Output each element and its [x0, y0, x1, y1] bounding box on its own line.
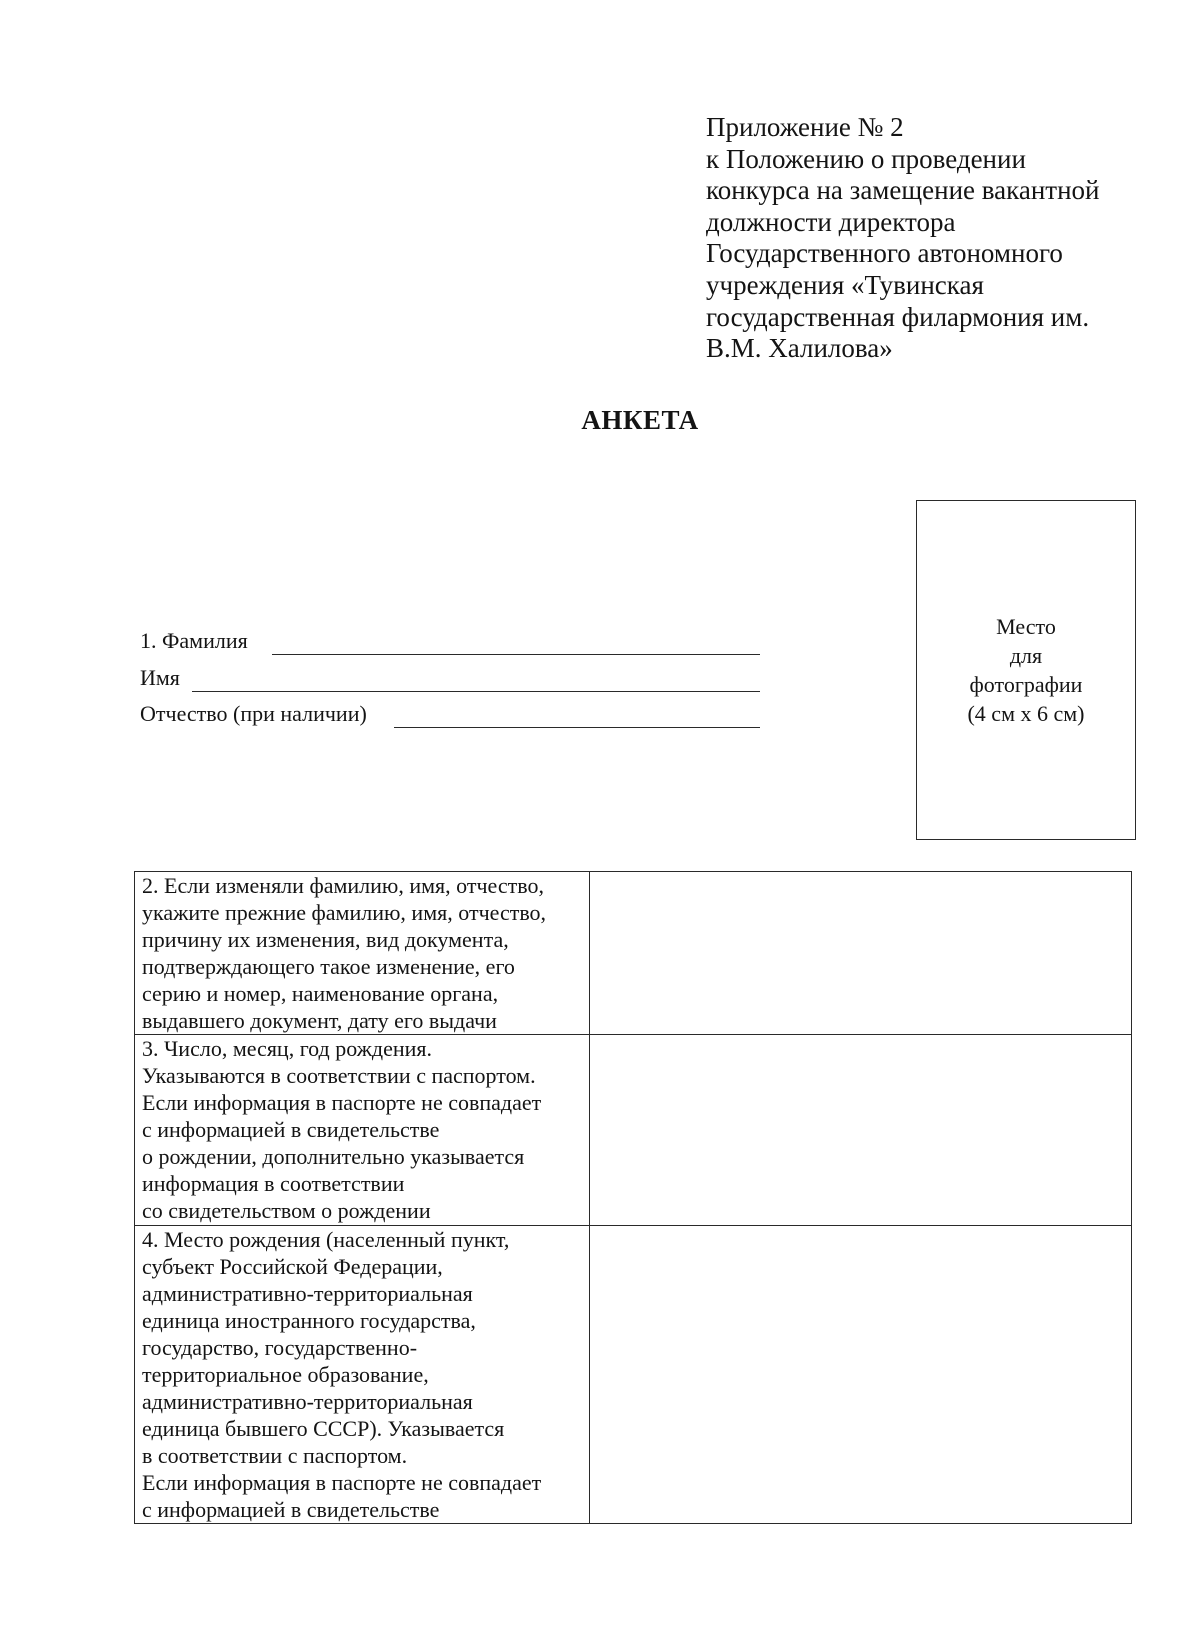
question-text-line: с информацией в свидетельстве [142, 1117, 440, 1142]
appendix-line: должности директора [706, 206, 956, 237]
surname-input-line[interactable] [272, 654, 760, 655]
question-text-line: информация в соответствии [142, 1171, 405, 1196]
photo-caption-line: фотографии [969, 672, 1083, 697]
answer-cell[interactable] [590, 1226, 1132, 1524]
answer-cell[interactable] [590, 1035, 1132, 1226]
appendix-line: В.М. Халилова» [706, 333, 893, 364]
table-row [135, 872, 1132, 1035]
patronymic-label: Отчество (при наличии) [140, 701, 367, 726]
photo-caption-line: Место [996, 614, 1056, 639]
photo-placeholder [916, 500, 1136, 840]
question-text-line: единица иностранного государства, [142, 1308, 476, 1333]
appendix-line: Приложение № 2 [706, 112, 904, 142]
question-text-line: причину их изменения, вид документа, [142, 927, 509, 952]
surname-label: 1. Фамилия [140, 628, 248, 653]
question-text-line: Если информация в паспорте не совпадает [142, 1470, 542, 1495]
photo-caption-line: (4 см х 6 см) [967, 701, 1085, 726]
table-row [135, 1035, 1132, 1226]
question-text-line: государство, государственно- [142, 1335, 418, 1360]
patronymic-input-line[interactable] [394, 727, 760, 728]
photo-caption-line: для [1009, 643, 1043, 668]
question-cell [135, 1226, 590, 1524]
appendix-line: к Положению о проведении [706, 143, 1026, 174]
question-text-line: субъект Российской Федерации, [142, 1254, 443, 1279]
question-text-line: 2. Если изменяли фамилию, имя, отчество, [142, 873, 544, 898]
question-text-line: укажите прежние фамилию, имя, отчество, [142, 900, 547, 925]
answer-cell[interactable] [590, 872, 1132, 1035]
question-text-line: 4. Место рождения (населенный пункт, [142, 1227, 510, 1252]
appendix-line: конкурса на замещение вакантной [706, 175, 1100, 206]
table-row [135, 1226, 1132, 1524]
appendix-line: учреждения «Тувинская [706, 269, 984, 300]
question-text-line: подтверждающего такое изменение, его [142, 954, 515, 979]
question-text-line: единица бывшего СССР). Указывается [142, 1416, 505, 1441]
question-text-line: серию и номер, наименование органа, [142, 981, 499, 1006]
questionnaire-table [134, 871, 1132, 1524]
appendix-line: государственная филармония им. [706, 301, 1090, 332]
question-text-line: территориальное образование, [142, 1362, 429, 1387]
question-text-line: выдавшего документ, дату его выдачи [142, 1008, 497, 1033]
document-title: АНКЕТА [581, 405, 699, 435]
appendix-line: Государственного автономного [706, 238, 1063, 269]
name-label: Имя [140, 665, 180, 690]
question-cell [135, 872, 590, 1035]
question-text-line: 3. Число, месяц, год рождения. [142, 1036, 433, 1061]
appendix-header [706, 112, 1146, 365]
question-text-line: о рождении, дополнительно указывается [142, 1144, 525, 1169]
question-text-line: Если информация в паспорте не совпадает [142, 1090, 542, 1115]
question-text-line: со свидетельством о рождении [142, 1198, 431, 1223]
question-text-line: административно-территориальная [142, 1281, 473, 1306]
question-text-line: в соответствии с паспортом. [142, 1443, 408, 1468]
name-input-line[interactable] [192, 691, 760, 692]
question-text-line: Указываются в соответствии с паспортом. [142, 1063, 536, 1088]
question-text-line: с информацией в свидетельстве [142, 1497, 440, 1522]
question-text-line: административно-территориальная [142, 1389, 473, 1414]
question-cell [135, 1035, 590, 1226]
